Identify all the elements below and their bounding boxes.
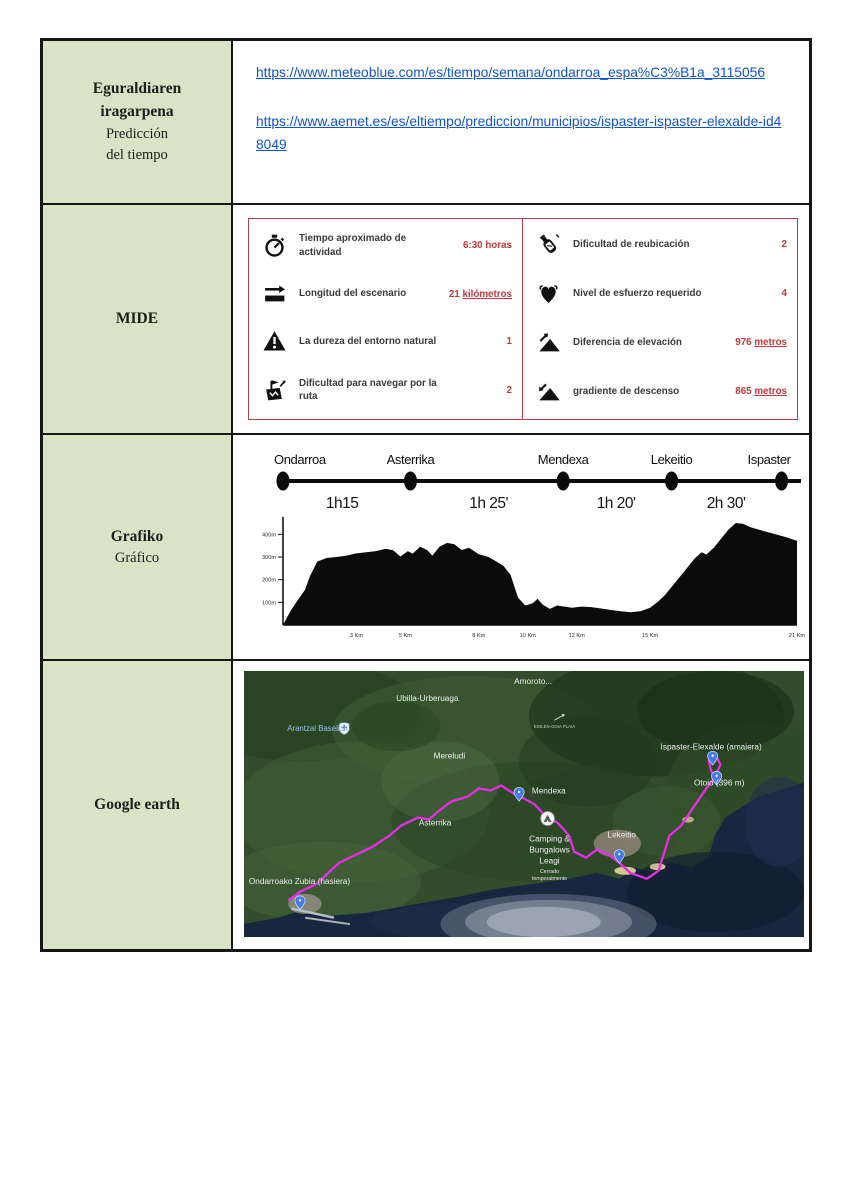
mide-value-length: 21 kilómetros [448,288,512,300]
navigation-icon [261,378,288,403]
mide-label-time: Tiempo aproximado de actividad [299,233,407,258]
grafiko-title-spanish: Gráfico [114,549,160,566]
x-axis-tick-label: 3 Km [349,633,363,639]
heart-effort-icon [535,281,562,306]
map-label-ubilla: Ubilla-Urberuaga [396,693,459,704]
ascent-icon [535,330,562,355]
station-name: Asterrika [386,452,435,467]
station-name: Mendexa [537,452,589,467]
x-axis-tick-label: 12 Km [568,633,585,639]
stopwatch-icon [261,233,288,258]
station-name: Ondarroa [274,452,326,467]
row-label-weather-spanish-2: del tiempo [106,147,168,164]
google-earth-map [244,671,804,937]
mide-value-time: 6:30 horas [462,240,512,252]
y-axis-tick-label: 400m [262,532,276,539]
map-label-camping-1: Camping & [529,833,570,844]
message-bottle-icon [535,232,562,257]
map-label-otoio: Otoio (396 m) [693,777,745,788]
mide-row-elevation-gain [535,330,787,355]
descent-icon [535,379,562,404]
mide-title: MIDE [115,310,159,328]
station-name: Lekeitio [650,452,693,467]
mide-value-elevation-gain: 976 metros [735,337,787,348]
beach [650,863,666,870]
mide-label-length: Longitud del escenario [299,288,407,300]
x-axis-tick-label: 15 Km [642,633,659,639]
camping-marker-icon [541,812,555,826]
mide-label-descent: gradiente de descenso [573,385,680,397]
mide-value-navigation: 2 [506,384,512,396]
mide-value-environment: 1 [506,336,512,348]
station-name: Ispaster [747,452,791,467]
map-label-ispaster-end: Ispaster-Elexalde (amaiera) [660,741,762,752]
mide-label-elevation-gain: Diferencia de elevación [573,336,682,348]
y-axis-tick-label: 300m [262,555,276,561]
mide-label-environment: La dureza del entorno natural [299,335,437,347]
map-label-closed-2: temporalmente [531,875,568,882]
google-earth-cell [233,661,809,949]
station-dot [665,472,678,491]
row-label-weather [43,41,233,205]
segment-time: 1h 25' [469,495,508,512]
document-table [40,38,812,952]
mide-value-descent: 865 metros [735,386,787,397]
mide-table [248,218,798,420]
map-label-mendexa: Mendexa [531,785,566,796]
row-label-mide [43,205,233,435]
segment-time: 1h15 [325,495,359,512]
aemet-link[interactable]: https://www.aemet.es/es/eltiempo/prediccion/municipios/ispaster-ispaster-elexalde-id48049 [256,114,782,152]
x-axis-tick-label: 8 Km [472,633,486,639]
map-label-asterrika: Asterrika [418,817,452,828]
mide-row-relocation [535,232,787,257]
mide-label-effort: Nivel de esfuerzo requerido [573,287,702,299]
elevation-chart-cell [233,435,809,661]
mide-row-length [261,282,512,307]
station-dot [277,472,290,491]
row-label-weather-basque-2: iragarpena [100,103,174,121]
x-axis-tick-label: 5 Km [398,633,412,639]
google-earth-title: Google earth [94,796,180,814]
map-label-egilen: EGILEN-GOIA PLAIA [533,724,576,730]
map-label-amoroto: Amoroto... [514,675,553,687]
mide-label-relocation: Dificultad de reubicación [573,238,690,250]
weather-links [233,41,809,177]
segment-time: 1h 20' [596,495,636,512]
map-label-camping-3: Leagi [539,855,560,866]
mide-row-environment [261,329,512,354]
weather-links-cell [233,41,809,205]
map-label-ondarroa-start: Ondarroako Zubia (hasiera) [248,875,351,886]
segment-time: 2h 30' [706,495,746,512]
warning-icon [261,329,288,354]
elevation-area [283,523,797,625]
mide-row-navigation [261,377,512,404]
x-axis-tick-label: 10 Km [519,633,536,639]
x-axis-tick-label: 21 Km [788,633,805,639]
route-length-icon [261,282,288,307]
mide-label-navigation: Dificultad para navegar por la ruta [299,377,437,403]
grafiko-title-basque: Grafiko [110,527,164,545]
mide-column-right [523,219,797,419]
mide-value-relocation: 2 [781,239,787,250]
meteoblue-link[interactable]: https://www.meteoblue.com/es/tiempo/semana/ondarroa_espa%C3%B1a_3115056 [256,65,766,80]
row-label-google-earth [43,661,233,949]
map-label-lekeitio: Lekeitio [607,829,636,840]
map-label-camping-2: Bungalows [529,844,570,855]
station-dot [557,472,570,491]
row-label-grafiko [43,435,233,661]
row-label-weather-spanish-1: Predicción [105,125,168,142]
y-axis-tick-label: 200m [262,577,276,584]
mide-row-time [261,232,512,259]
station-dot [775,472,788,491]
map-label-mereludi: Mereludi [433,750,466,761]
row-label-weather-basque-1: Eguraldiaren [92,80,182,97]
mide-row-effort [535,281,787,306]
mide-value-effort: 4 [781,288,787,299]
mide-row-descent [535,379,787,404]
map-label-closed-1: Cerrado [539,868,560,875]
elevation-profile-chart [249,447,805,647]
mide-column-left [249,219,523,419]
mide-cell [233,205,809,435]
map-label-arantzal: Arantzal Baseliza [287,724,348,734]
station-dot [404,472,417,491]
y-axis-tick-label: 100m [262,600,276,607]
